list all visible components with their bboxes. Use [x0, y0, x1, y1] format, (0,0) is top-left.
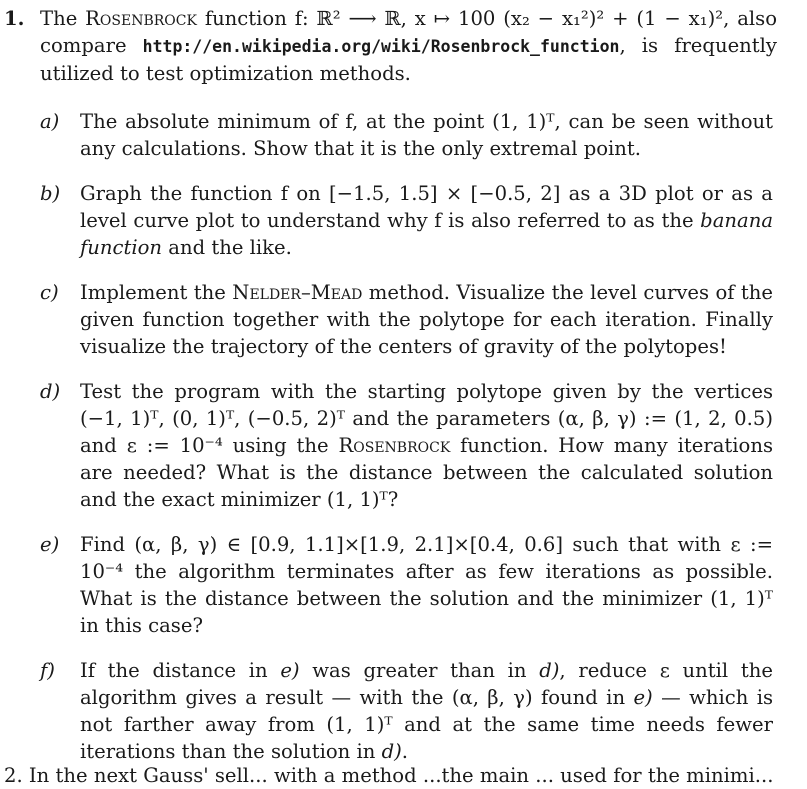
- subproblem-list: [0, 108, 807, 765]
- subproblem-text: , reduce ε until the algorithm gives a result — with the (α, β, γ) found in: [80, 659, 773, 709]
- intro-formula: function f: ℝ² ⟶ ℝ, x ↦ 100 (x₂ − x₁²)² + (1 − x₁)²,: [204, 7, 730, 30]
- subproblem-label: b): [40, 182, 61, 205]
- subproblem-text: Test the program with the starting polytope given by the vertices (−1, 1)ᵀ, (0, 1)ᵀ, (−0.5, 2)ᵀ and the parameters (α, β, γ) := (1, 2, 0.5) and ε := 10⁻⁴ using the: [80, 380, 773, 457]
- subproblem-text: Graph the function f on [−1.5, 1.5] × [−0.5, 2] as a 3D plot or as a level curve plot to understand why f is also referred to as the: [80, 182, 773, 232]
- subproblem-label: e): [40, 533, 60, 556]
- subproblem-text: If the distance in: [80, 659, 268, 682]
- subproblem-b: [0, 180, 807, 261]
- subproblem-c: [0, 279, 807, 360]
- intro-prefix: The: [40, 7, 86, 30]
- subproblem-d: [0, 378, 807, 513]
- rosenbrock-name: Rosenbrock: [85, 7, 197, 30]
- subproblem-label: a): [40, 110, 60, 133]
- intro-rest: , is frequently utilized to test optimization methods.: [40, 34, 777, 85]
- subproblem-label: d): [40, 380, 61, 403]
- problem-number: 1.: [4, 7, 25, 30]
- subproblem-a: [0, 108, 807, 162]
- reference-d: d): [381, 740, 402, 763]
- next-problem-text: 2. In the next Gauss' sell... with a method ...the main ... used for the minimi...: [4, 764, 774, 787]
- subproblem-text: method. Visualize the level curves of the given function together with the polytope for each iteration. Finally visualize the trajectory of the centers of gravity of the polytopes!: [80, 281, 773, 358]
- wikipedia-link[interactable]: http://en.wikipedia.org/wiki/Rosenbrock_function: [142, 37, 620, 56]
- nelder-mead-name: Nelder–Mead: [232, 281, 363, 304]
- rosenbrock-name: Rosenbrock: [338, 434, 451, 457]
- intro-compare: also compare: [40, 7, 777, 57]
- subproblem-e: [0, 531, 807, 639]
- subproblem-text: The absolute minimum of f, at the point (1, 1)ᵀ, can be seen without any calculations. Show that it is the only extremal point.: [80, 110, 773, 160]
- subproblem-label: f): [40, 659, 55, 682]
- subproblem-text: — which is not farther away from (1, 1)ᵀ and at the same time needs fewer iterations than the solution in: [80, 686, 774, 763]
- reference-e: e): [633, 686, 653, 709]
- reference-e: e): [280, 659, 300, 682]
- subproblem-text: and the like.: [168, 236, 292, 259]
- subproblem-text: .: [401, 740, 409, 763]
- subproblem-label: c): [40, 281, 59, 304]
- reference-d: d): [539, 659, 560, 682]
- subproblem-text: was greater than in: [312, 659, 527, 682]
- subproblem-text: function. How many iterations are needed? What is the distance between the calculated solution and the exact minimizer (1, 1)ᵀ?: [80, 434, 774, 511]
- subproblem-f: [0, 657, 807, 765]
- banana-function-emphasis: banana function: [80, 209, 773, 259]
- next-problem-clipped: [4, 762, 794, 787]
- subproblem-text: Implement the: [80, 281, 226, 304]
- problem-intro: [0, 0, 807, 87]
- subproblem-text: Find (α, β, γ) ∈ [0.9, 1.1]×[1.9, 2.1]×[0.4, 0.6] such that with ε := 10⁻⁴ the algorithm terminates after as few iterations as possible. What is the distance between the solution and the minimizer (1, 1)ᵀ in this case?: [80, 533, 773, 637]
